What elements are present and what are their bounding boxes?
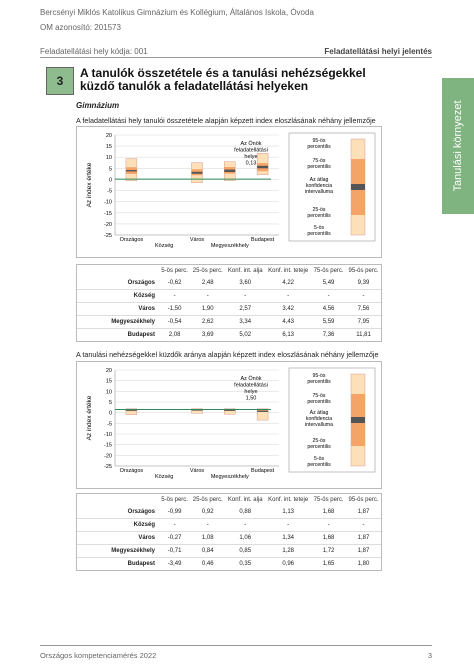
legend-label-line: percentilis xyxy=(307,444,331,450)
table-cell: -0,71 xyxy=(159,545,190,558)
table-cell: - xyxy=(225,290,265,303)
table-row xyxy=(77,303,381,316)
table-cell: - xyxy=(225,519,265,532)
y-tick-label: -15 xyxy=(104,442,112,449)
site-code: Feladatellátási hely kódja: 001 xyxy=(40,47,148,56)
legend-swatch-ci xyxy=(351,417,365,423)
legend-label-line: percentilis xyxy=(307,462,331,468)
table-header-cell: Konf. int. teteje xyxy=(268,497,309,503)
table2 xyxy=(76,493,382,571)
table1 xyxy=(76,264,382,342)
callout-line: Az Önök xyxy=(240,376,262,382)
x-tick-label: Város xyxy=(189,468,205,474)
table-cell: - xyxy=(311,290,346,303)
table-cell: 4,22 xyxy=(282,280,295,286)
x-tick-label: Város xyxy=(189,237,205,243)
y-axis-title: Az index értéke xyxy=(86,162,93,208)
table-cell: - xyxy=(311,519,346,532)
table-row xyxy=(77,545,381,558)
callout-line: feladatellátási xyxy=(234,147,268,154)
y-tick-label: 10 xyxy=(105,389,112,396)
legend-label-line: percentilis xyxy=(307,399,331,405)
table-cell: 1,90 xyxy=(190,303,225,316)
x-tick-label: Országos xyxy=(119,468,144,474)
table-cell: 0,85 xyxy=(225,545,265,558)
table-cell: 1,87 xyxy=(346,532,381,545)
y-tick-label: -15 xyxy=(104,210,112,217)
table-header-cell: 25-ös perc. xyxy=(192,268,223,274)
table-cell: 1,08 xyxy=(190,532,225,545)
table-header-cell: 25-ös perc. xyxy=(192,497,223,503)
school-type: Gimnázium xyxy=(76,101,120,110)
table-header-cell: 95-ös perc. xyxy=(348,268,379,274)
chart2-box xyxy=(76,361,382,489)
table-cell: - xyxy=(346,519,381,532)
table-cell: -3,49 xyxy=(159,558,190,571)
legend-swatch-ci xyxy=(351,184,365,190)
table-cell: 4,56 xyxy=(311,303,346,316)
table-row xyxy=(77,506,381,519)
row-label: Budapest xyxy=(77,329,159,342)
legend-label-line: 5-ös xyxy=(313,456,325,462)
legend-label-line: 95-ös xyxy=(312,138,326,144)
table-cell: 3,34 xyxy=(225,316,265,329)
legend-label-line: 5-ös xyxy=(313,225,325,231)
y-tick-label: 10 xyxy=(105,155,112,162)
x-tick-label: Budapest xyxy=(250,237,275,243)
legend-label-line: 25-ös xyxy=(312,207,326,213)
chart1-svg xyxy=(77,127,381,257)
table-cell: - xyxy=(190,519,225,532)
table-cell: 4,43 xyxy=(265,316,311,329)
table-cell: 1,80 xyxy=(346,558,381,571)
table-cell: 1,87 xyxy=(346,545,381,558)
table-header-cell: 5-ös perc. xyxy=(161,497,188,503)
y-axis-title: Az index értéke xyxy=(86,395,93,441)
chart1-box xyxy=(76,126,382,258)
x-tick-label: Budapest xyxy=(250,468,275,474)
site-callout xyxy=(234,375,268,402)
table-cell: 11,81 xyxy=(346,329,381,342)
table-row xyxy=(77,316,381,329)
y-tick-label: 15 xyxy=(105,144,112,151)
table-cell: - xyxy=(159,519,190,532)
table-header-cell: 75-ös perc. xyxy=(313,497,344,503)
legend-label-line: percentilis xyxy=(307,144,331,150)
chart1-caption: A feladatellátási hely tanulói összetétele alapján képzett index eloszlásának néhány jellemzője xyxy=(76,116,376,125)
table-cell: 2,08 xyxy=(159,329,190,342)
side-tab-label: Tanulási környezet xyxy=(452,100,464,192)
table-cell: - xyxy=(346,290,381,303)
table-cell: 6,13 xyxy=(265,329,311,342)
bar-ci xyxy=(126,410,137,411)
table-cell: 5,59 xyxy=(311,316,346,329)
footer-divider xyxy=(40,645,432,646)
chart2-caption: A tanulási nehézségekkel küzdők aránya alapján képzett index eloszlásának néhány jellemzője xyxy=(76,350,379,359)
table-cell: 7,36 xyxy=(311,329,346,342)
table-row xyxy=(77,290,381,303)
callout-line: 0,13 xyxy=(245,160,257,167)
om-id: OM azonosító: 201573 xyxy=(40,23,121,32)
legend-label-line: percentilis xyxy=(307,231,331,237)
table-cell: 1,34 xyxy=(265,532,311,545)
y-tick-label: 15 xyxy=(105,378,112,385)
bar-ci xyxy=(192,172,203,174)
row-label: Község xyxy=(77,519,159,532)
table-cell: 3,60 xyxy=(239,280,252,286)
y-tick-label: 0 xyxy=(108,410,112,417)
legend-label-line: 25-ös xyxy=(312,438,326,444)
table-header-cell: Konf. int. teteje xyxy=(268,268,309,274)
table-header-cell xyxy=(77,494,159,506)
row-label: Országos xyxy=(127,509,155,515)
x-tick-label: Megyeszékhely xyxy=(210,243,249,249)
callout-line: Az Önök xyxy=(240,141,262,147)
table-cell: 0,84 xyxy=(190,545,225,558)
table-cell: 5,49 xyxy=(322,280,335,286)
table-cell: -1,50 xyxy=(159,303,190,316)
header-divider xyxy=(40,57,432,58)
y-tick-label: 20 xyxy=(105,133,112,139)
school-name: Bercsényi Miklós Katolikus Gimnázium és Kollégium, Általános Iskola, Óvoda xyxy=(40,8,314,17)
row-label: Község xyxy=(77,290,159,303)
table-cell: 5,02 xyxy=(225,329,265,342)
legend-label-line: konfidencia xyxy=(305,416,333,422)
x-tick-label: Megyeszékhely xyxy=(210,474,249,480)
table-row xyxy=(77,532,381,545)
legend-label-line: Az átlag xyxy=(309,177,329,183)
table-row xyxy=(77,329,381,342)
section-title: A tanulók összetétele és a tanulási nehézségekkel küzdő tanulók a feladatellátási helyeken xyxy=(80,66,366,93)
legend-label-line: 95-ös xyxy=(312,373,326,379)
y-tick-label: -5 xyxy=(107,188,112,195)
row-label: Város xyxy=(77,303,159,316)
table-cell: 1,28 xyxy=(265,545,311,558)
legend-label-line: percentilis xyxy=(307,379,331,385)
table-cell: 1,68 xyxy=(322,509,335,515)
table-cell: 2,62 xyxy=(190,316,225,329)
row-label: Város xyxy=(77,532,159,545)
legend-label-line: Az átlag xyxy=(309,410,329,416)
section-number: 3 xyxy=(46,67,74,95)
legend-label-line: percentilis xyxy=(307,213,331,219)
table-cell: 0,92 xyxy=(201,509,214,515)
bar-ci xyxy=(224,170,235,172)
table-cell: 7,56 xyxy=(346,303,381,316)
callout-line: helye xyxy=(244,154,258,160)
table-cell: 0,46 xyxy=(190,558,225,571)
y-tick-label: -5 xyxy=(107,421,112,428)
table-cell: -0,54 xyxy=(159,316,190,329)
table-header-cell: Konf. int. alja xyxy=(227,497,263,503)
callout-line: helye xyxy=(244,389,258,395)
page-number: 3 xyxy=(427,651,432,660)
table-header-cell: 5-ös perc. xyxy=(161,268,188,274)
y-tick-label: 0 xyxy=(108,177,112,184)
y-tick-label: 20 xyxy=(105,368,112,374)
bar-ci xyxy=(126,170,137,171)
table-cell: -0,99 xyxy=(167,509,182,515)
table-header-cell xyxy=(77,265,159,277)
row-label: Budapest xyxy=(77,558,159,571)
table-cell: 2,57 xyxy=(225,303,265,316)
table-cell: 0,96 xyxy=(265,558,311,571)
x-tick-label: Község xyxy=(155,474,174,480)
table-cell: 0,35 xyxy=(225,558,265,571)
table-cell: -0,62 xyxy=(167,280,182,286)
table-cell: 0,88 xyxy=(239,509,252,515)
callout-line: 1,50 xyxy=(245,395,257,402)
legend-label-line: 75-ös xyxy=(312,158,326,164)
row-label: Országos xyxy=(127,280,155,286)
y-tick-label: -25 xyxy=(104,233,112,239)
y-tick-label: 5 xyxy=(108,400,112,406)
bar-ci xyxy=(224,410,235,411)
bar-ci xyxy=(257,411,268,412)
report-type: Feladatellátási helyi jelentés xyxy=(324,47,432,56)
table-cell: 2,48 xyxy=(201,280,214,286)
table-cell: 1,13 xyxy=(282,509,295,515)
table-cell: - xyxy=(265,519,311,532)
row-label: Megyeszékhely xyxy=(77,545,159,558)
y-tick-label: 5 xyxy=(108,166,112,173)
table-cell: 1,68 xyxy=(311,532,346,545)
callout-line: feladatellátási xyxy=(234,382,268,389)
table-row xyxy=(77,558,381,571)
legend-label-line: intervalluma xyxy=(305,422,333,428)
table-row xyxy=(77,277,381,290)
table-header-cell: 75-ös perc. xyxy=(313,268,344,274)
y-tick-label: -25 xyxy=(104,464,112,470)
row-label: Megyeszékhely xyxy=(77,316,159,329)
x-tick-label: Község xyxy=(155,243,174,249)
y-tick-label: -20 xyxy=(104,221,112,228)
table-cell: 7,95 xyxy=(346,316,381,329)
table-header-cell: 95-ös perc. xyxy=(348,497,379,503)
x-tick-label: Országos xyxy=(119,237,144,243)
legend-label-line: konfidencia xyxy=(305,183,333,189)
table-row xyxy=(77,519,381,532)
legend-label-line: percentilis xyxy=(307,164,331,170)
table-cell: 1,72 xyxy=(311,545,346,558)
table-cell: - xyxy=(190,290,225,303)
table-cell: 1,06 xyxy=(225,532,265,545)
footer-text: Országos kompetenciamérés 2022 xyxy=(40,651,157,660)
bar-ci xyxy=(257,166,268,168)
table-cell: 3,42 xyxy=(265,303,311,316)
table-cell: - xyxy=(159,290,190,303)
chart2-svg xyxy=(77,362,381,488)
table-cell: - xyxy=(265,290,311,303)
table-cell: 1,65 xyxy=(311,558,346,571)
y-tick-label: -10 xyxy=(104,199,112,206)
table-header-cell: Konf. int. alja xyxy=(227,268,263,274)
side-tab xyxy=(442,78,474,214)
table-cell: 9,39 xyxy=(357,280,370,286)
table-cell: -0,27 xyxy=(159,532,190,545)
table-cell: 3,69 xyxy=(190,329,225,342)
y-tick-label: -20 xyxy=(104,453,112,460)
table-cell: 1,87 xyxy=(357,509,370,515)
legend-label-line: intervalluma xyxy=(305,189,333,195)
y-tick-label: -10 xyxy=(104,432,112,438)
legend-label-line: 75-ös xyxy=(312,393,326,399)
